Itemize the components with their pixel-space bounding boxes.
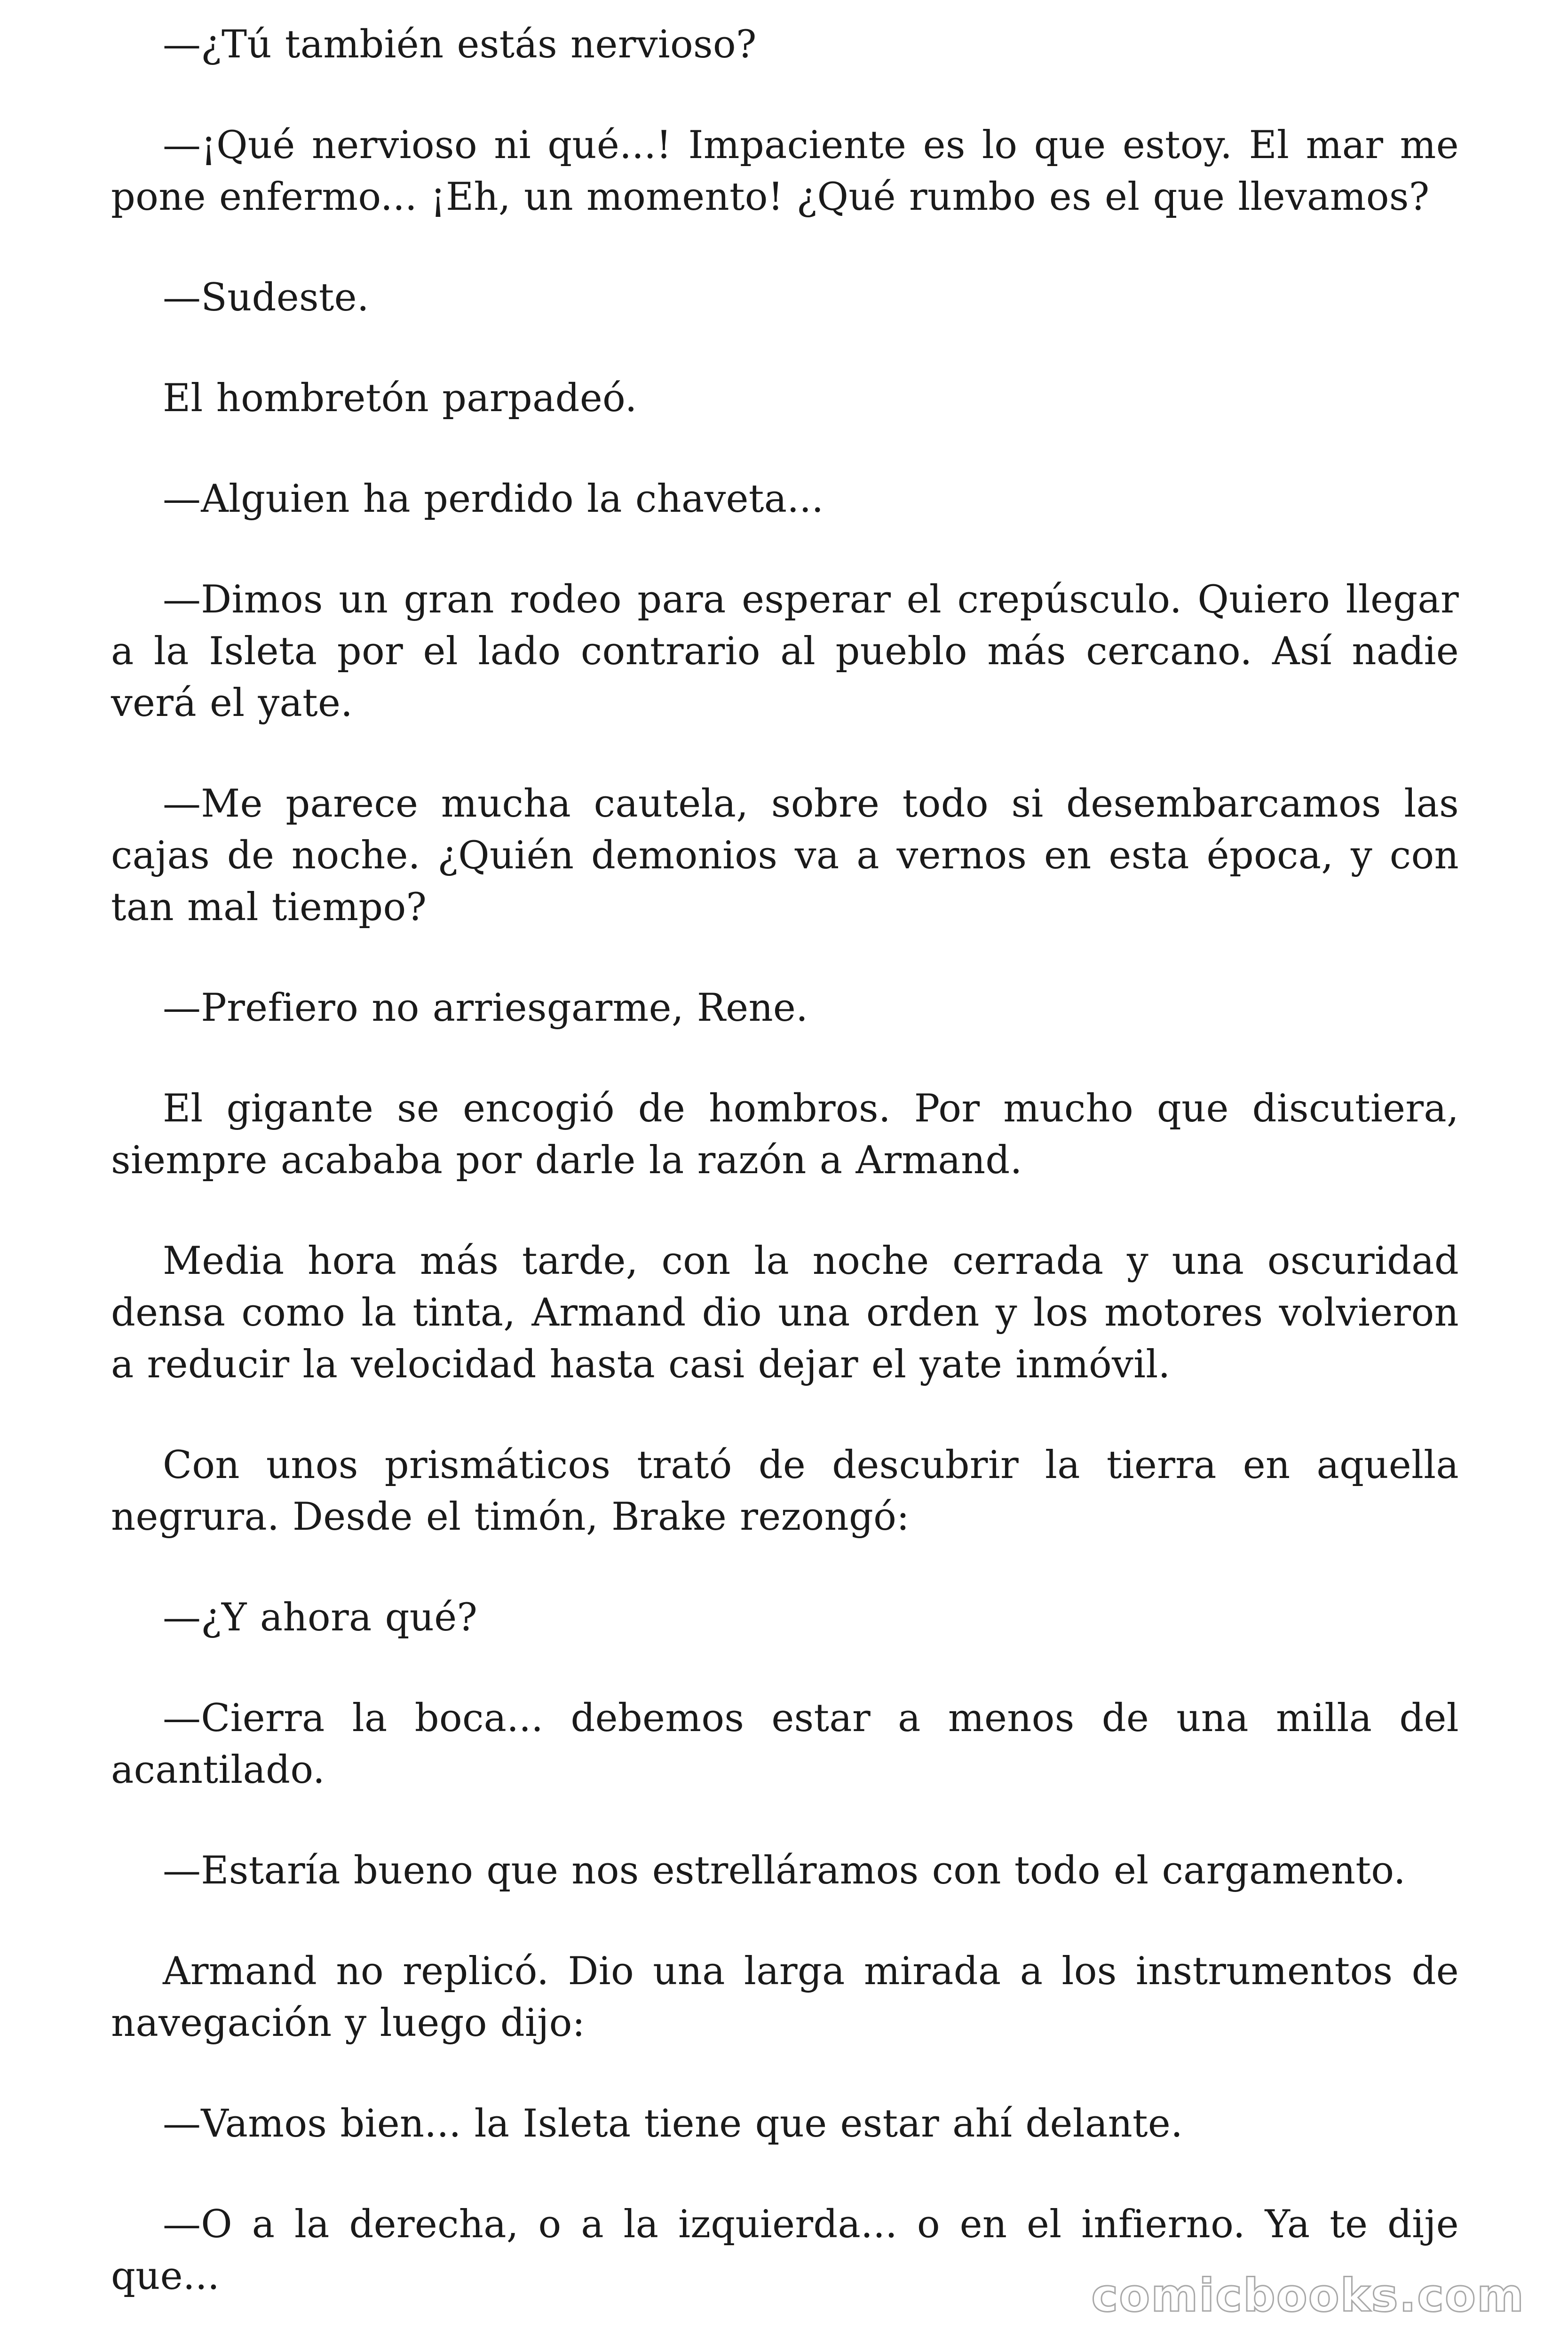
- paragraph: —Estaría bueno que nos estrelláramos con todo el cargamento.: [163, 1849, 1406, 1893]
- watermark-logo: comicbooks.com: [1091, 2269, 1525, 2322]
- paragraph: Armand no replicó. Dio una larga mirada a los instrumentos de navegación y luego dijo:: [111, 1949, 1459, 2045]
- paragraph: Media hora más tarde, con la noche cerrada y una oscuridad densa como la tinta, Armand dio una orden y los motores volvieron a reducir la velocidad hasta casi dejar el yate inmóvil.: [111, 1239, 1459, 1387]
- paragraph: —¡Qué nervioso ni qué...! Impaciente es lo que estoy. El mar me pone enfermo... ¡Eh, un momento! ¿Qué rumbo es el que llevamos?: [111, 123, 1459, 219]
- paragraph: —Sudeste.: [163, 276, 369, 320]
- paragraph: El gigante se encogió de hombros. Por mucho que discutiera, siempre acababa por darle la razón a Armand.: [111, 1087, 1459, 1183]
- paragraph: —¿Tú también estás nervioso?: [163, 23, 757, 67]
- paragraph: —Dimos un gran rodeo para esperar el crepúsculo. Quiero llegar a la Isleta por el lado contrario al pueblo más cercano. Así nadie verá el yate.: [111, 578, 1459, 725]
- paragraph: —Cierra la boca... debemos estar a menos de una milla del acantilado.: [111, 1696, 1459, 1792]
- paragraph: —O a la derecha, o a la izquierda... o en el infierno. Ya te dije que...: [111, 2202, 1459, 2298]
- paragraph: —Prefiero no arriesgarme, Rene.: [163, 986, 808, 1030]
- paragraph: Con unos prismáticos trató de descubrir la tierra en aquella negrura. Desde el timón, Brake rezongó:: [111, 1443, 1459, 1539]
- paragraph: —Me parece mucha cautela, sobre todo si desembarcamos las cajas de noche. ¿Quién demonios va a vernos en esta época, y con tan mal tiempo?: [111, 782, 1459, 930]
- paragraph: —Vamos bien... la Isleta tiene que estar ahí delante.: [163, 2102, 1183, 2146]
- paragraph: —¿Y ahora qué?: [163, 1596, 478, 1640]
- book-page-text: [111, 19, 1459, 2352]
- paragraph: —Alguien ha perdido la chaveta...: [163, 477, 824, 521]
- paragraph: El hombretón parpadeó.: [163, 376, 637, 421]
